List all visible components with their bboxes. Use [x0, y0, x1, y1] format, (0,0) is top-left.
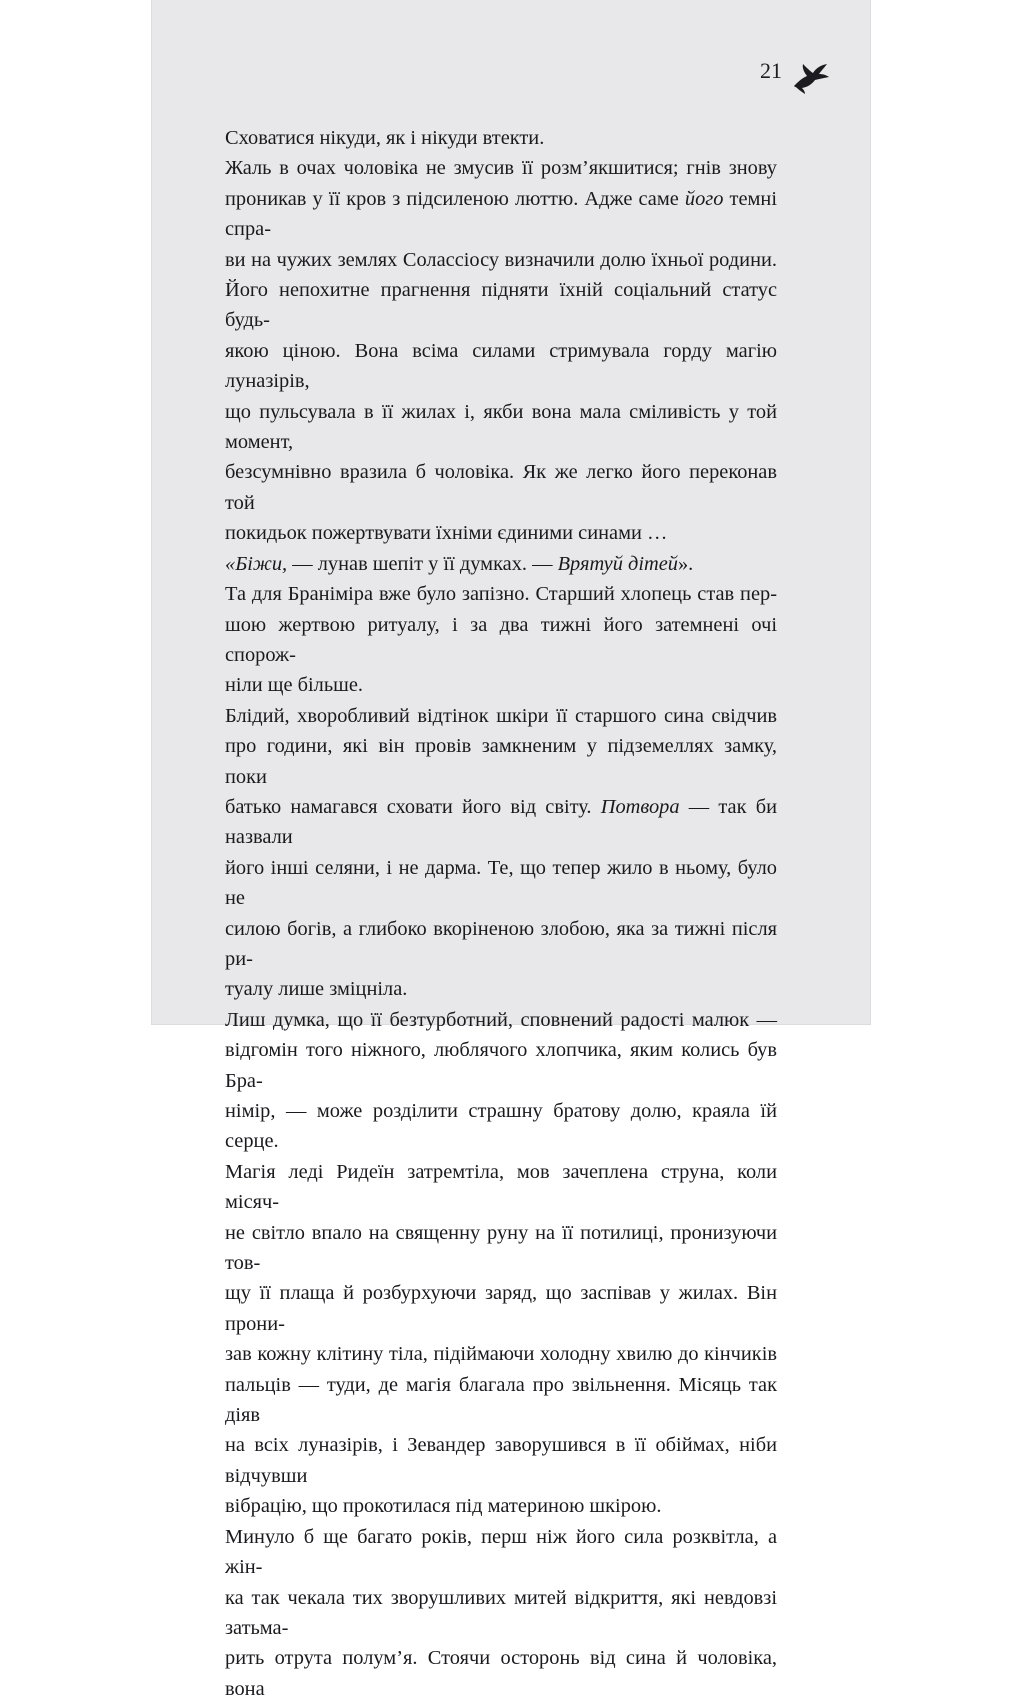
- text-segment: — так би назвали: [225, 795, 777, 849]
- text-line: безсумнівно вразила б чоловіка. Як же легко його переконав той: [225, 461, 777, 514]
- text-line: Магія леді Ридеїн затремтіла, мов зачеплена струна, коли місяч-: [225, 1160, 777, 1214]
- page-number: 21: [760, 58, 782, 83]
- text-line: туалу лише зміцніла.: [225, 978, 408, 1001]
- text-line: ви на чужих землях Солассіосу визначили долю їхньої родини.: [225, 248, 777, 271]
- paragraph: [225, 1522, 777, 1704]
- text-line: [225, 549, 777, 579]
- text-line: Його непохитне прагнення підняти їхній соціальний статус будь-: [225, 279, 777, 332]
- paragraph: [225, 549, 777, 579]
- text-line: шою жертвою ритуалу, і за два тижні його затемнені очі спорож-: [225, 613, 777, 666]
- text-line: рить отрута полум’я. Стоячи осторонь від сина й чоловіка, вона: [225, 1647, 777, 1700]
- text-line: Жаль в очах чоловіка не змусив її розм’якшитися; гнів знову: [225, 157, 777, 180]
- text-line: на всіх луназірів, і Зевандер заворушився в її обіймах, ніби відчувши: [225, 1434, 777, 1487]
- text-line: Минуло б ще багато років, перш ніж його сила розквітла, а жін-: [225, 1525, 777, 1579]
- text-line: Блідий, хворобливий відтінок шкіри її старшого сина свідчив: [225, 704, 777, 727]
- text-segment: темні спра-: [225, 187, 777, 241]
- italic-segment: «Біжи,: [225, 552, 288, 575]
- text-line: не світло впало на священну руну на її потилиці, пронизуючи тов-: [225, 1221, 777, 1275]
- paragraph: [225, 1157, 777, 1522]
- text-line: щу її плаща й розбурхуючи заряд, що заспівав у жилах. Він прони-: [225, 1282, 777, 1335]
- book-page: [152, 0, 870, 1700]
- text-line: силою богів, а глибоко вкоріненою злобою, яка за тижні після ри-: [225, 917, 777, 970]
- text-line: покидьок пожертвувати їхніми єдиними синами …: [225, 522, 668, 545]
- text-line: ніли ще більше.: [225, 674, 363, 697]
- text-line: Сховатися нікуди, як і нікуди втекти.: [225, 127, 545, 149]
- paragraph: [225, 123, 777, 153]
- text-line: ка так чекала тих зворушливих митей відкриття, які невдовзі затьма-: [225, 1586, 777, 1639]
- text-segment: ».: [677, 552, 694, 575]
- text-line: вібрацію, що прокотилася під материною шкірою.: [225, 1495, 662, 1518]
- text-line: про години, які він провів замкненим у підземеллях замку, поки: [225, 735, 777, 788]
- text-line: відгомін того ніжного, люблячого хлопчика, яким колись був Бра-: [225, 1039, 777, 1092]
- italic-word: Потвора: [600, 795, 680, 818]
- text-segment: — лунав шепіт у її думках. —: [287, 552, 558, 575]
- italic-segment: Врятуй дітей: [557, 552, 678, 575]
- paragraph: [225, 1005, 777, 1157]
- text-line: що пульсувала в її жилах і, якби вона мала сміливість у той момент,: [225, 400, 777, 454]
- body-text: [225, 123, 777, 1704]
- italic-word: його: [684, 187, 724, 210]
- text-line: Та для Браніміра вже було запізно. Старший хлопець став пер-: [225, 583, 777, 606]
- text-segment: батько намагався сховати його від світу.: [225, 795, 592, 818]
- text-line: його інші селяни, і не дарма. Те, що тепер жило в ньому, було не: [225, 856, 777, 910]
- text-line: [225, 792, 777, 853]
- text-segment: проникав у її кров з підсиленою люттю. Адже саме: [225, 187, 679, 210]
- text-line: якою ціною. Вона всіма силами стримувала горду магію луназірів,: [225, 339, 777, 393]
- paragraph: [225, 701, 777, 1005]
- text-line: Лиш думка, що її безтурботний, сповнений радості малюк —: [225, 1008, 777, 1031]
- bird-icon: [790, 56, 832, 98]
- text-line: зав кожну клітину тіла, підіймаючи холодну хвилю до кінчиків: [225, 1343, 777, 1366]
- paragraph: [225, 579, 777, 701]
- text-line: німір, — може розділити страшну братову долю, краяла їй серце.: [225, 1100, 777, 1153]
- paragraph: [225, 153, 777, 548]
- text-line: [225, 184, 777, 245]
- text-line: пальців — туди, де магія благала про звільнення. Місяць так діяв: [225, 1373, 777, 1427]
